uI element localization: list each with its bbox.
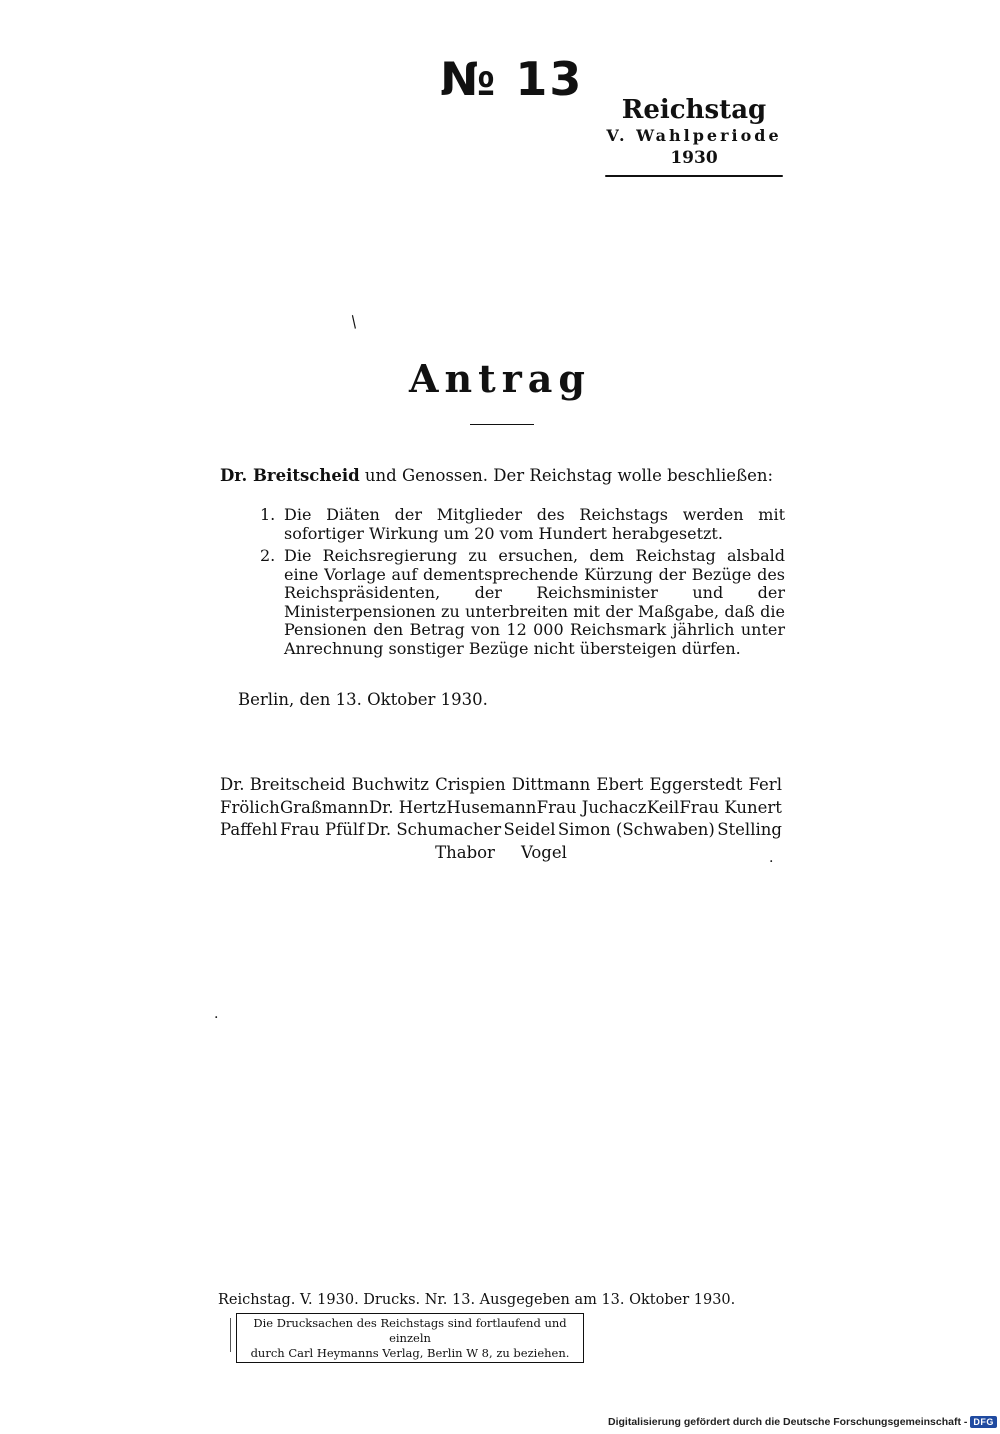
footer-notice-line: Die Drucksachen des Reichstags sind fortlaufend und einzeln [253, 1316, 567, 1345]
signatory: Seidel [503, 820, 556, 839]
footer-box-tick [230, 1318, 231, 1352]
signatory: Dittmann [511, 775, 591, 794]
footer-imprint: Reichstag. V. 1930. Drucks. Nr. 13. Ausgegeben am 13. Oktober 1930. [218, 1292, 736, 1308]
title-rule [470, 424, 534, 425]
item-number: 1. [260, 505, 276, 524]
item-number: 2. [260, 546, 276, 565]
item-text: Die Reichsregierung zu ersuchen, dem Reichstag alsbald eine Vorlage auf dementsprechende Kürzung der Bezüge des Reichspräsidenten, der Reichsminister und der Ministerpensionen zu unterbreiten mit der Maßgabe, daß die Pensionen den Betrag von 12 000 Reichsmark jährlich unter Anrechnung sonstiger Bezüge nicht übersteigen dürfen. [284, 546, 785, 658]
year-label: 1930 [670, 148, 718, 168]
intro-author: Dr. Breitscheid [220, 466, 360, 485]
signatory: Crispien [435, 775, 506, 794]
signatory: Dr. Hertz [368, 797, 447, 817]
signatory: Stelling [717, 820, 782, 839]
signatory: Frau Pfülf [279, 820, 365, 839]
signatory: Dr. Schumacher [366, 820, 502, 839]
signatory-row [220, 842, 782, 865]
signatory-row [220, 819, 782, 842]
footer-notice-line: durch Carl Heymanns Verlag, Berlin W 8, zu beziehen. [250, 1346, 570, 1360]
intro-line [220, 466, 800, 485]
signatory: Frölich [220, 797, 280, 817]
signatory: Eggerstedt [649, 775, 743, 794]
item-text: Die Diäten der Mitglieder des Reichstags werden mit sofortiger Wirkung um 20 vom Hundert herabgesetzt. [284, 505, 785, 543]
signatory: Husemann [446, 797, 537, 817]
signatory: Vogel [520, 842, 567, 862]
signatory: Paffehl [220, 820, 278, 839]
digitization-credit [608, 1416, 997, 1428]
credit-text: Digitalisierung gefördert durch die Deutsche Forschungsgemeinschaft - [608, 1416, 968, 1428]
institution-name: Reichstag [621, 95, 767, 125]
signatory: Graßmann [279, 797, 369, 817]
dfg-logo: DFG [970, 1416, 997, 1428]
header-block [605, 95, 783, 177]
wahlperiode-label: V. Wahlperiode [606, 126, 782, 145]
motion-item [260, 506, 785, 543]
signatory-row [220, 797, 782, 820]
footer-notice-box [236, 1313, 584, 1363]
motion-item [260, 547, 785, 658]
stray-mark: . [769, 850, 774, 866]
place-date: Berlin, den 13. Oktober 1930. [238, 690, 488, 709]
signatory: Buchwitz [351, 775, 429, 794]
signatory: Frau Juchacz [536, 797, 647, 817]
intro-text: und Genossen. Der Reichstag wolle beschließen: [359, 466, 774, 485]
signatory-row [220, 774, 782, 797]
header-rule [605, 175, 783, 177]
stray-mark: . [214, 1006, 219, 1022]
signatory: Ferl [748, 775, 782, 794]
signatory: Dr. Breitscheid [220, 775, 346, 794]
document-number: № 13 [440, 52, 584, 106]
signatory: Ebert [596, 775, 644, 794]
signatory: Thabor [435, 842, 495, 862]
signatories [220, 774, 782, 864]
signatory: Simon (Schwaben) [557, 820, 715, 839]
document-title: Antrag [409, 356, 591, 401]
signatory: Frau Kunert [679, 797, 782, 817]
stray-mark: / [346, 311, 361, 332]
signatory: Keil [646, 797, 680, 817]
